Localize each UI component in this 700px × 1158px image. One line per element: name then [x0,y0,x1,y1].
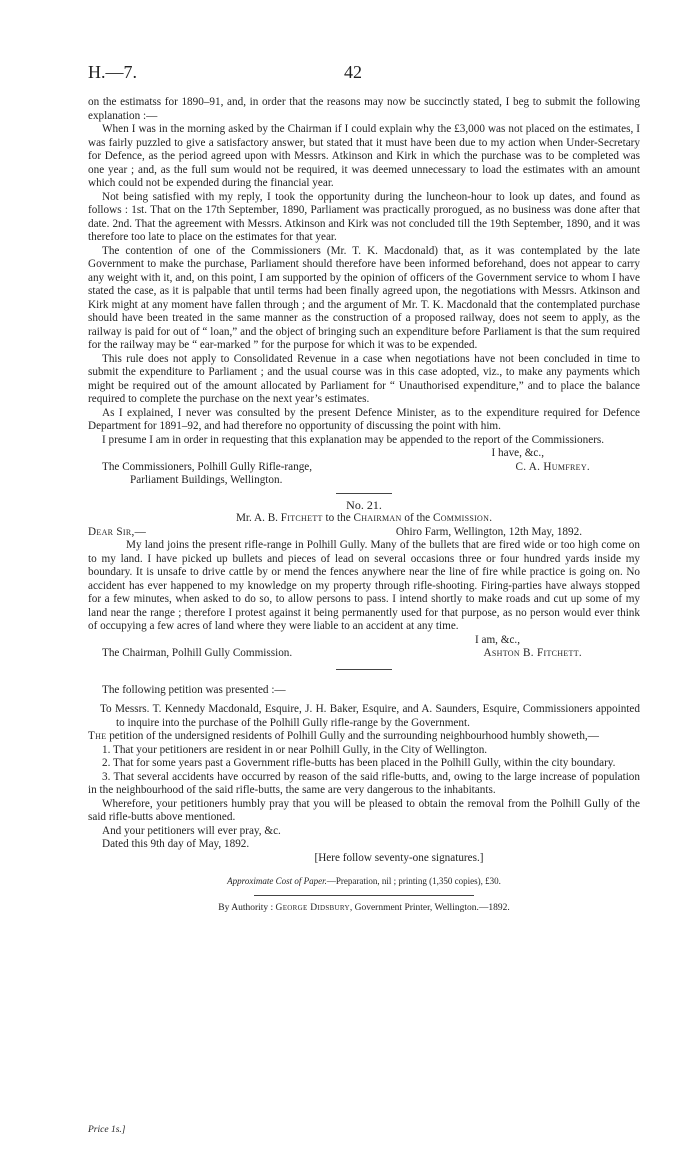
salutation-row [88,526,640,540]
spacer [88,865,640,875]
footer-divider [254,895,474,896]
humfrey-paragraph-2: When I was in the morning asked by the Chairman if I could explain why the £3,000 was not placed on the estimates, I was fairly puzzled to give a satisfactory answer, but stated that it must have been due to my action when Under-Secretary for Defence, as the period agreed upon with Messrs. Atkinson and Kirk in which the purchase was to be completed was one year ; and, as the full sum would not be required, it was deemed unnecessary to load the estimates with an amount which could not be expended during the financial year. [88,123,640,189]
fitchett-signature: Ashton B. Fitchett. [483,647,582,659]
document-body [88,96,640,915]
printing-authority [88,902,640,916]
cost-of-paper [88,875,640,889]
heading-sender: Fitchett [280,512,323,524]
petition-dated: Dated this 9th day of May, 1892. [102,838,250,850]
humfrey-closing-row [88,447,640,461]
report-reference: H.—7. [88,62,137,82]
heading-part-c: to the [322,512,354,524]
heading-recipient: Chairman [353,512,402,524]
petition-addressees: To Messrs. T. Kennedy Macdonald, Esquire, J. H. Baker, Esquire, and A. Saunders, Esquire, Commissioners appointed to inquire into the purchase of the Polhill Gully rifle-range by the Government. [100,703,640,729]
petition-preamble [88,730,640,744]
petition-item-2: 2. That for some years past a Government rifle-butts has been placed in the Polhill Gully, within the city boundary. [102,757,616,769]
cost-text: —Preparation, nil ; printing (1,350 copies), £30. [326,876,501,886]
heading-part-a: Mr. A. B. [235,512,281,524]
humfrey-paragraph-5: This rule does not apply to Consolidated Revenue in a case when negotiations have not been concluded in time to submit the expenditure to Parliament ; and the usual course was in this case adopted, viz., to make any payments which might be required out of the amount allocated by Parliament for “ Unauthorised expenditure,” and to place the balance required to complete the purchase on the next year’s estimates. [88,352,640,405]
fitchett-closing-row [88,634,640,648]
letter-address-date: Ohiro Farm, Wellington, 12th May, 1892. [395,525,582,538]
humfrey-paragraph-1: on the estimatss for 1890–91, and, in order that the reasons may now be succinctly stated, I beg to submit the following explanation :— [88,96,640,122]
humfrey-paragraph-7: I presume I am in order in requesting that this explanation may be appended to the report of the Commissioners. [102,433,605,446]
humfrey-addressee-line-1: The Commissioners, Polhill Gully Rifle-range, [102,460,313,473]
petition-prayer: Wherefore, your petitioners humbly pray that you will be pleased to obtain the removal from the Polhill Gully of the said rifle-butts above mentioned. [88,797,640,823]
letter-number: No. 21. [346,497,382,512]
price-note: Price 1s.] [88,1125,126,1135]
heading-period: . [489,512,492,524]
salutation: Dear Sir,— [88,525,147,538]
cost-label: Approximate Cost of Paper. [227,876,327,886]
section-divider [336,493,392,494]
printer-name: George Didsbury [275,902,350,913]
section-divider [336,669,392,670]
fitchett-addressee: The Chairman, Polhill Gully Commission. [102,647,293,659]
fitchett-closing: I am, &c., [474,633,520,646]
humfrey-closing: I have, &c., [491,447,544,459]
petition-lead-rest: petition of the undersigned residents of Polhill Gully and the surrounding neighbourhood humbly showeth,— [106,730,599,742]
page-header [88,62,628,88]
humfrey-signature: C. A. Humfrey. [515,460,590,473]
petition-item-3: 3. That several accidents have occurred by reason of the said rifle-butts, and, owing to the large increase of population in the neighbourhood of the said rifle-butts, the same are very dangerous to the inhabitants. [88,770,640,796]
petition-ever-pray: And your petitioners will ever pray, &c. [102,824,281,837]
petition-intro: The following petition was presented :— [102,683,286,696]
authority-suffix: , Government Printer, Wellington.—1892. [349,902,510,913]
humfrey-addressee-row-2 [88,474,640,488]
page-number: 42 [344,62,362,82]
heading-commission: Commission [432,512,490,524]
petition-signatures-note: [Here follow seventy-one signatures.] [314,851,484,864]
authority-prefix: By Authority : [218,902,276,913]
humfrey-paragraph-6: As I explained, I never was consulted by the present Defence Minister, as to the expenditure required for Defence Department for 1891–92, and had therefore no opportunity of discussing the point with him. [88,406,640,432]
letter-heading [88,512,640,526]
heading-part-e: of the [401,512,433,524]
petition-item-1: 1. That your petitioners are resident in or near Polhill Gully, in the City of Wellington. [102,743,488,756]
humfrey-signature-row [88,461,640,475]
fitchett-letter-body: My land joins the present rifle-range in Polhill Gully. Many of the bullets that are fired wide or too high come on to my land. I have picked up bullets and pieces of lead on several occasions three or four hundred yards inside my boundary. It is unsafe to drive cattle by or mend the fences anywhere near the line of fire while practice is going on. No accident has ever happened to my knowledge on my property through rifle-shooting. Firing-parties have always stopped for a few minutes, when asked to do so, to allow persons to pass. I intend shortly to make roads and cut up some of my land near the range ; therefore I protest against it being permanently used for that purpose, as no person would ever think of occupying a few acres of land where they were liable to an accident at any time. [88,539,640,632]
fitchett-signature-row [88,647,640,661]
humfrey-paragraph-4: The contention of one of the Commissioners (Mr. T. K. Macdonald) that, as it was contemplated by the late Government to make the purchase, Parliament should therefore have been informed beforehand, does not appear to carry any weight with it, and, on this point, I am supported by the opinion of officers of the Government service to whom I have stated the case, as it is palpable that until terms had been finally agreed upon, the negotiations with Messrs. Atkinson and Kirk might at any moment have fallen through ; and the argument of Mr. T. K. Macdonald that the contemplated purchase should have been treated in the same manner as the construction of a proposed railway, does not seem to apply, as the railway is paid for out of “ loan,” and the object of bringing such an expenditure before Parliament is that the sum required for the railway may be “ ear-marked ” for the purpose for which it was to be expended. [88,244,640,351]
humfrey-addressee-line-2: Parliament Buildings, Wellington. [130,474,283,486]
humfrey-paragraph-3: Not being satisfied with my reply, I took the opportunity during the luncheon-hour to look up dates, and found as follows : 1st. That on the 17th September, 1890, Parliament was practically prorogued, as no business was done after that date. 2nd. That the agreement with Messrs. Atkinson and Kirk was not concluded till the 19th September, 1890, and it was therefore too late to place on the estimates for that year. [88,190,640,243]
petition-lead-word: The [88,730,107,742]
